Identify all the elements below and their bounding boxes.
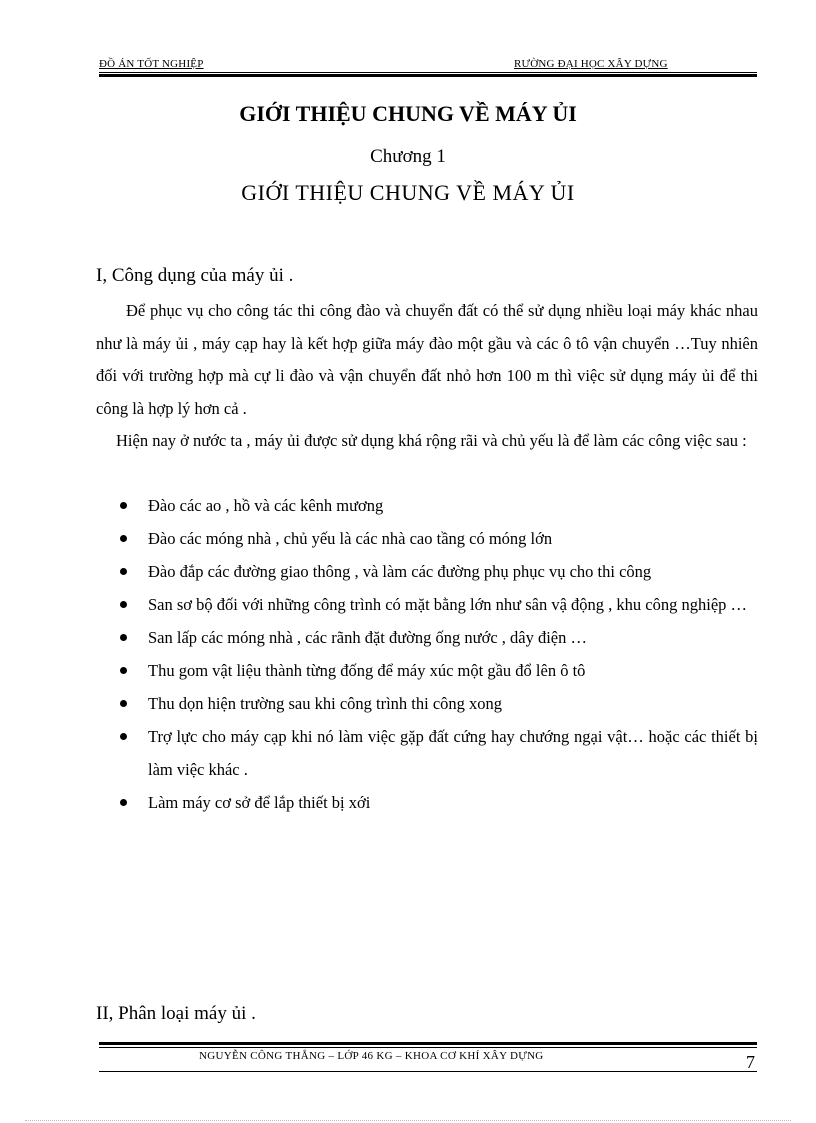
header-rule-thin xyxy=(99,72,757,73)
footer-rule-thin xyxy=(99,1047,757,1048)
bullet-icon xyxy=(120,799,127,806)
list-item xyxy=(120,720,758,786)
list-item xyxy=(120,489,758,522)
list-item-text: Làm máy cơ sở để lắp thiết bị xới xyxy=(148,793,371,812)
page-footer xyxy=(99,1042,757,1072)
list-item xyxy=(120,522,758,555)
header-left-text: ĐỒ ÁN TỐT NGHIỆP xyxy=(99,58,204,70)
list-item-text: Đào các ao , hồ và các kênh mương xyxy=(148,496,384,515)
paragraph-1: Để phục vụ cho công tác thi công đào và chuyển đất có thể sử dụng nhiều loại máy khác nhau như là máy ủi , máy cạp hay là kết hợp giữa máy đào một gầu và các ô tô vận chuyển …Tuy nhiên đối với trường hợp mà cự li đào và vận chuyển đất nhỏ hơn 100 m thì việc sử dụng máy ủi để thi công là hợp lý hơn cả . xyxy=(96,301,758,418)
bullet-icon xyxy=(120,601,127,608)
section-2-heading: II, Phân loại máy ủi . xyxy=(96,1003,256,1024)
bullet-icon xyxy=(120,667,127,674)
list-item xyxy=(120,654,758,687)
list-item-text: Thu gom vật liệu thành từng đống để máy xúc một gầu đổ lên ô tô xyxy=(148,661,586,680)
bullet-icon xyxy=(120,700,127,707)
section-1-heading: I, Công dụng của máy ủi . xyxy=(96,265,294,286)
chapter-title: GIỚI THIỆU CHUNG VỀ MÁY ỦI xyxy=(241,180,575,205)
bullet-icon xyxy=(120,568,127,575)
bullet-icon xyxy=(120,502,127,509)
header-rule-thick xyxy=(99,74,757,77)
list-item xyxy=(120,786,758,819)
bullet-icon xyxy=(120,535,127,542)
usage-list xyxy=(120,489,758,819)
list-item xyxy=(120,621,758,654)
list-item-text: Đào đắp các đường giao thông , và làm các đường phụ phục vụ cho thi công xyxy=(148,562,652,581)
page-title: GIỚI THIỆU CHUNG VỀ MÁY ỦI xyxy=(239,101,577,126)
list-item xyxy=(120,555,758,588)
list-item-text: Thu dọn hiện trường sau khi công trình thi công xong xyxy=(148,694,503,713)
list-item xyxy=(120,687,758,720)
chapter-label: Chương 1 xyxy=(370,146,446,167)
page-number: 7 xyxy=(746,1052,755,1072)
list-item-text: San sơ bộ đối với những công trình có mặt bằng lớn như sân vậ động , khu công nghiệp … xyxy=(148,595,748,614)
section-1-body xyxy=(96,295,758,458)
header-right-text: RƯỜNG ĐẠI HỌC XÂY DỰNG xyxy=(514,58,668,70)
footer-text: NGUYỄN CÔNG THẮNG – LỚP 46 KG – KHOA CƠ KHÍ XÂY DỰNG xyxy=(199,1050,544,1062)
list-item-text: Trợ lực cho máy cạp khi nó làm việc gặp đất cứng hay chướng ngại vật… hoặc các thiết bị làm việc khác . xyxy=(148,727,758,779)
list-item-text: San lấp các móng nhà , các rãnh đặt đường ống nước , dây điện … xyxy=(148,628,587,647)
footer-rule-bottom xyxy=(99,1071,757,1072)
list-item xyxy=(120,588,758,621)
footer-rule-thick xyxy=(99,1042,757,1045)
bullet-icon xyxy=(120,733,127,740)
page-header xyxy=(99,56,757,78)
paragraph-2: Hiện nay ở nước ta , máy ủi được sử dụng khá rộng rãi và chủ yếu là để làm các công việc sau : xyxy=(116,431,747,450)
bullet-icon xyxy=(120,634,127,641)
list-item-text: Đào các móng nhà , chủ yếu là các nhà cao tầng có móng lớn xyxy=(148,529,553,548)
page-edge-divider xyxy=(25,1120,791,1121)
